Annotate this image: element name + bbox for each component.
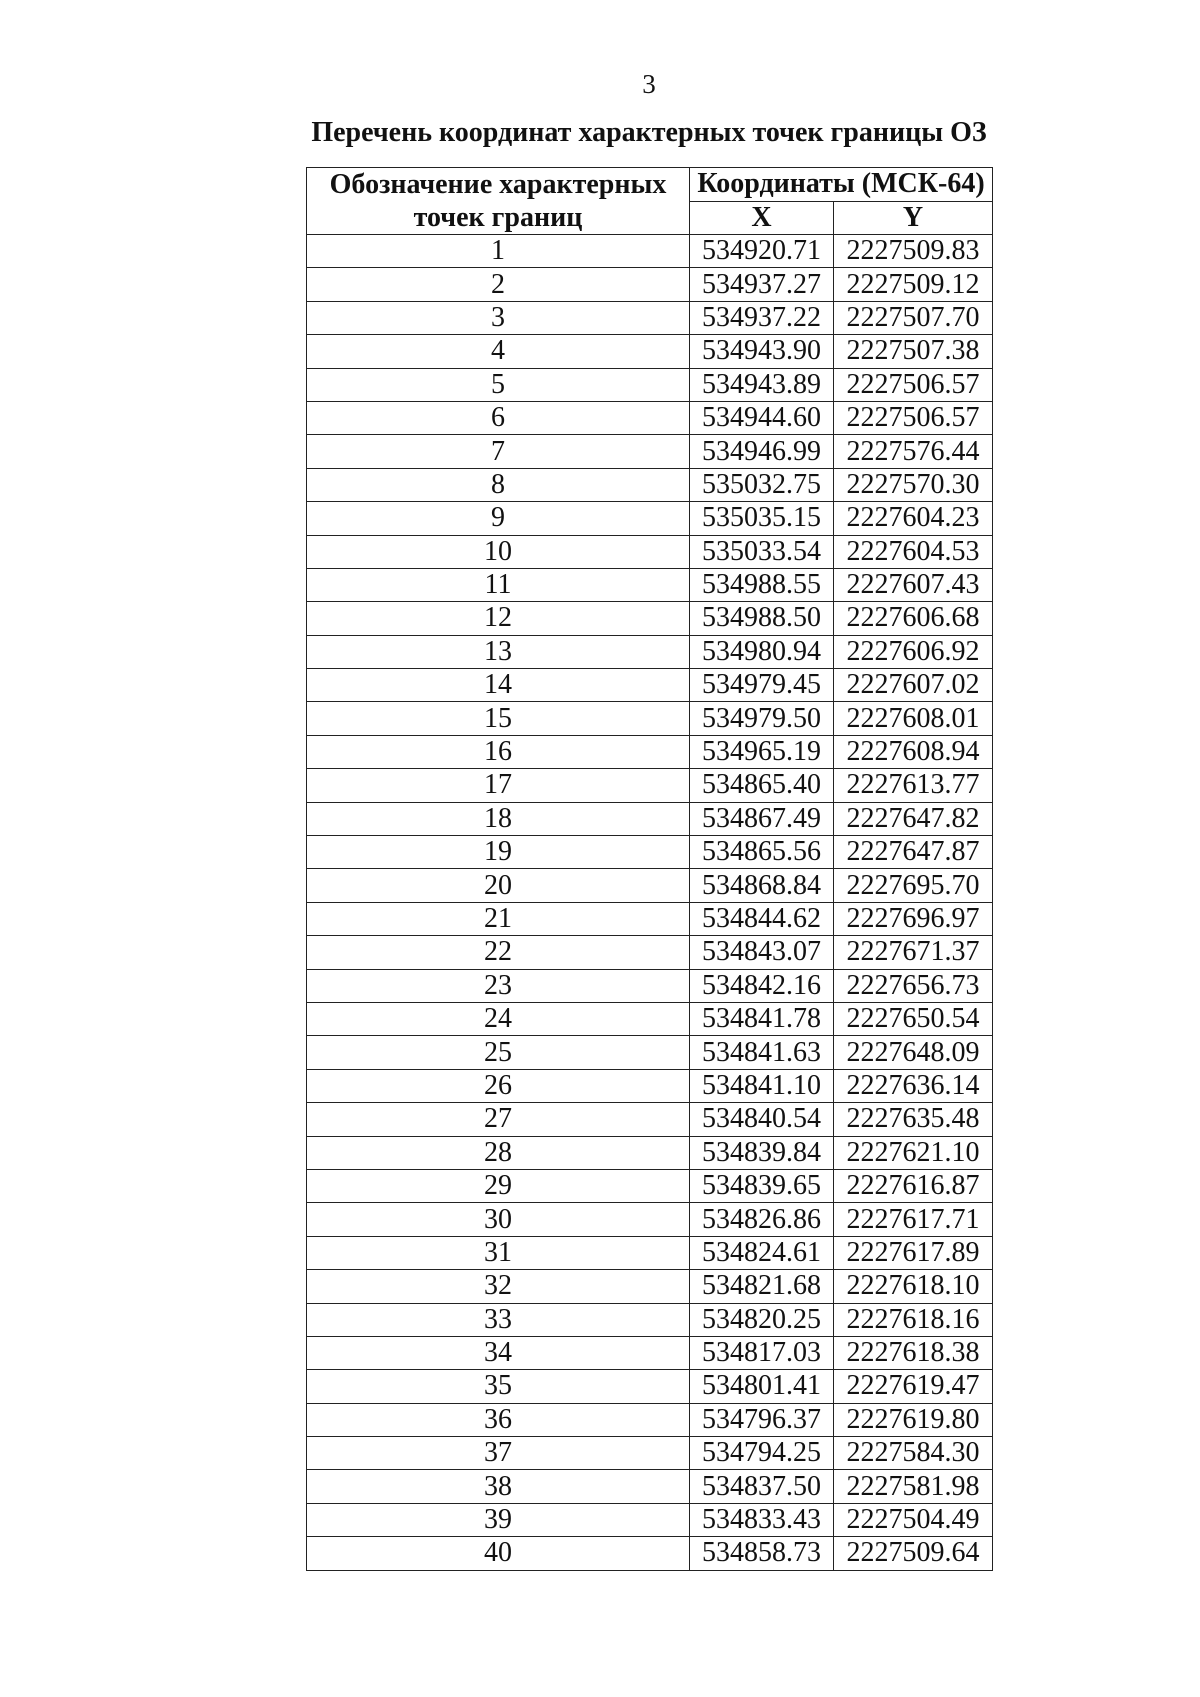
x-coordinate-cell: 534868.84 xyxy=(690,869,834,902)
x-coordinate-cell: 534858.73 xyxy=(690,1537,834,1570)
table-row xyxy=(307,401,993,434)
table-row xyxy=(307,1002,993,1035)
x-coordinate-cell: 534943.90 xyxy=(690,335,834,368)
point-id-cell: 31 xyxy=(307,1236,690,1269)
table-row xyxy=(307,969,993,1002)
point-id-cell: 40 xyxy=(307,1537,690,1570)
x-coordinate-cell: 534979.50 xyxy=(690,702,834,735)
y-coordinate-cell: 2227604.53 xyxy=(834,535,993,568)
y-coordinate-cell: 2227607.02 xyxy=(834,669,993,702)
document-title: Перечень координат характерных точек границы ОЗ xyxy=(311,117,987,148)
y-coordinate-cell: 2227695.70 xyxy=(834,869,993,902)
point-id-cell: 38 xyxy=(307,1470,690,1503)
y-coordinate-cell: 2227584.30 xyxy=(834,1437,993,1470)
point-id-cell: 24 xyxy=(307,1002,690,1035)
table-row xyxy=(307,1103,993,1136)
table-row xyxy=(307,1303,993,1336)
y-coordinate-cell: 2227509.12 xyxy=(834,268,993,301)
table-row xyxy=(307,1069,993,1102)
table-header-row xyxy=(307,168,993,202)
table-row xyxy=(307,769,993,802)
table-row xyxy=(307,735,993,768)
point-id-cell: 6 xyxy=(307,401,690,434)
x-coordinate-cell: 534826.86 xyxy=(690,1203,834,1236)
y-header: Y xyxy=(834,201,993,235)
x-coordinate-cell: 534965.19 xyxy=(690,735,834,768)
x-coordinate-cell: 534865.56 xyxy=(690,836,834,869)
coordinates-table xyxy=(306,167,993,1571)
point-id-cell: 37 xyxy=(307,1437,690,1470)
x-coordinate-cell: 534837.50 xyxy=(690,1470,834,1503)
point-id-cell: 39 xyxy=(307,1503,690,1536)
table-row xyxy=(307,502,993,535)
point-id-cell: 29 xyxy=(307,1169,690,1202)
y-coordinate-cell: 2227509.83 xyxy=(834,235,993,268)
x-coordinate-cell: 534946.99 xyxy=(690,435,834,468)
x-coordinate-cell: 534920.71 xyxy=(690,235,834,268)
point-id-cell: 32 xyxy=(307,1270,690,1303)
table-row xyxy=(307,1336,993,1369)
x-coordinate-cell: 534796.37 xyxy=(690,1403,834,1436)
table-row xyxy=(307,1470,993,1503)
x-coordinate-cell: 534824.61 xyxy=(690,1236,834,1269)
x-coordinate-cell: 534979.45 xyxy=(690,669,834,702)
y-coordinate-cell: 2227581.98 xyxy=(834,1470,993,1503)
x-coordinate-cell: 534943.89 xyxy=(690,368,834,401)
y-coordinate-cell: 2227696.97 xyxy=(834,902,993,935)
table-row xyxy=(307,1136,993,1169)
table-row xyxy=(307,1169,993,1202)
table-row xyxy=(307,1203,993,1236)
point-id-cell: 26 xyxy=(307,1069,690,1102)
page-number: 3 xyxy=(642,69,656,99)
y-coordinate-cell: 2227606.92 xyxy=(834,635,993,668)
x-coordinate-cell: 534821.68 xyxy=(690,1270,834,1303)
point-id-cell: 9 xyxy=(307,502,690,535)
y-coordinate-cell: 2227671.37 xyxy=(834,936,993,969)
table-row xyxy=(307,802,993,835)
table-row xyxy=(307,301,993,334)
point-id-cell: 16 xyxy=(307,735,690,768)
x-coordinate-cell: 534841.78 xyxy=(690,1002,834,1035)
point-id-cell: 18 xyxy=(307,802,690,835)
y-coordinate-cell: 2227613.77 xyxy=(834,769,993,802)
y-coordinate-cell: 2227650.54 xyxy=(834,1002,993,1035)
x-coordinate-cell: 534833.43 xyxy=(690,1503,834,1536)
x-coordinate-cell: 534801.41 xyxy=(690,1370,834,1403)
x-coordinate-cell: 535032.75 xyxy=(690,468,834,501)
point-id-cell: 25 xyxy=(307,1036,690,1069)
point-id-cell: 12 xyxy=(307,602,690,635)
y-coordinate-cell: 2227618.16 xyxy=(834,1303,993,1336)
point-id-cell: 19 xyxy=(307,836,690,869)
table-row xyxy=(307,1036,993,1069)
x-coordinate-cell: 534820.25 xyxy=(690,1303,834,1336)
table-row xyxy=(307,836,993,869)
point-id-cell: 10 xyxy=(307,535,690,568)
table-row xyxy=(307,1403,993,1436)
x-coordinate-cell: 534988.55 xyxy=(690,568,834,601)
y-coordinate-cell: 2227506.57 xyxy=(834,401,993,434)
x-coordinate-cell: 534937.22 xyxy=(690,301,834,334)
x-coordinate-cell: 534817.03 xyxy=(690,1336,834,1369)
point-designation-header: Обозначение характерных точек границ xyxy=(307,168,690,235)
y-coordinate-cell: 2227608.01 xyxy=(834,702,993,735)
point-id-cell: 1 xyxy=(307,235,690,268)
y-coordinate-cell: 2227621.10 xyxy=(834,1136,993,1169)
y-coordinate-cell: 2227606.68 xyxy=(834,602,993,635)
table-row xyxy=(307,435,993,468)
table-row xyxy=(307,1537,993,1570)
point-id-cell: 21 xyxy=(307,902,690,935)
table-row xyxy=(307,602,993,635)
point-id-cell: 33 xyxy=(307,1303,690,1336)
x-coordinate-cell: 534937.27 xyxy=(690,268,834,301)
table-row xyxy=(307,535,993,568)
x-coordinate-cell: 534843.07 xyxy=(690,936,834,969)
point-id-cell: 2 xyxy=(307,268,690,301)
point-id-cell: 3 xyxy=(307,301,690,334)
table-row xyxy=(307,568,993,601)
point-id-cell: 14 xyxy=(307,669,690,702)
table-row xyxy=(307,869,993,902)
y-coordinate-cell: 2227576.44 xyxy=(834,435,993,468)
point-id-cell: 23 xyxy=(307,969,690,1002)
table-row xyxy=(307,902,993,935)
y-coordinate-cell: 2227509.64 xyxy=(834,1537,993,1570)
y-coordinate-cell: 2227607.43 xyxy=(834,568,993,601)
y-coordinate-cell: 2227635.48 xyxy=(834,1103,993,1136)
table-row xyxy=(307,936,993,969)
point-id-cell: 30 xyxy=(307,1203,690,1236)
point-id-cell: 36 xyxy=(307,1403,690,1436)
y-coordinate-cell: 2227619.47 xyxy=(834,1370,993,1403)
x-coordinate-cell: 534865.40 xyxy=(690,769,834,802)
point-id-cell: 28 xyxy=(307,1136,690,1169)
y-coordinate-cell: 2227618.10 xyxy=(834,1270,993,1303)
x-coordinate-cell: 534839.84 xyxy=(690,1136,834,1169)
point-id-cell: 8 xyxy=(307,468,690,501)
y-coordinate-cell: 2227618.38 xyxy=(834,1336,993,1369)
table-row xyxy=(307,468,993,501)
y-coordinate-cell: 2227608.94 xyxy=(834,735,993,768)
table-row xyxy=(307,235,993,268)
point-id-cell: 11 xyxy=(307,568,690,601)
y-coordinate-cell: 2227604.23 xyxy=(834,502,993,535)
y-coordinate-cell: 2227656.73 xyxy=(834,969,993,1002)
x-coordinate-cell: 534842.16 xyxy=(690,969,834,1002)
x-coordinate-cell: 535033.54 xyxy=(690,535,834,568)
x-header: X xyxy=(690,201,834,235)
point-id-cell: 5 xyxy=(307,368,690,401)
x-coordinate-cell: 534841.63 xyxy=(690,1036,834,1069)
y-coordinate-cell: 2227507.70 xyxy=(834,301,993,334)
table-body xyxy=(307,235,993,1571)
table-row xyxy=(307,335,993,368)
x-coordinate-cell: 534944.60 xyxy=(690,401,834,434)
table-row xyxy=(307,368,993,401)
point-id-cell: 15 xyxy=(307,702,690,735)
table-row xyxy=(307,1370,993,1403)
y-coordinate-cell: 2227636.14 xyxy=(834,1069,993,1102)
coordinates-header: Координаты (МСК-64) xyxy=(690,168,993,202)
y-coordinate-cell: 2227504.49 xyxy=(834,1503,993,1536)
x-coordinate-cell: 534844.62 xyxy=(690,902,834,935)
y-coordinate-cell: 2227617.71 xyxy=(834,1203,993,1236)
point-id-cell: 22 xyxy=(307,936,690,969)
x-coordinate-cell: 534988.50 xyxy=(690,602,834,635)
point-id-cell: 4 xyxy=(307,335,690,368)
table-row xyxy=(307,702,993,735)
x-coordinate-cell: 534867.49 xyxy=(690,802,834,835)
point-id-cell: 27 xyxy=(307,1103,690,1136)
table-row xyxy=(307,1270,993,1303)
x-coordinate-cell: 534839.65 xyxy=(690,1169,834,1202)
y-coordinate-cell: 2227616.87 xyxy=(834,1169,993,1202)
table-row xyxy=(307,669,993,702)
x-coordinate-cell: 534841.10 xyxy=(690,1069,834,1102)
table-row xyxy=(307,635,993,668)
y-coordinate-cell: 2227647.87 xyxy=(834,836,993,869)
table-row xyxy=(307,1437,993,1470)
point-id-cell: 20 xyxy=(307,869,690,902)
y-coordinate-cell: 2227647.82 xyxy=(834,802,993,835)
point-id-cell: 7 xyxy=(307,435,690,468)
y-coordinate-cell: 2227507.38 xyxy=(834,335,993,368)
x-coordinate-cell: 534794.25 xyxy=(690,1437,834,1470)
y-coordinate-cell: 2227619.80 xyxy=(834,1403,993,1436)
x-coordinate-cell: 534840.54 xyxy=(690,1103,834,1136)
y-coordinate-cell: 2227617.89 xyxy=(834,1236,993,1269)
point-id-cell: 17 xyxy=(307,769,690,802)
point-id-cell: 34 xyxy=(307,1336,690,1369)
y-coordinate-cell: 2227570.30 xyxy=(834,468,993,501)
table-row xyxy=(307,268,993,301)
y-coordinate-cell: 2227506.57 xyxy=(834,368,993,401)
point-id-cell: 35 xyxy=(307,1370,690,1403)
x-coordinate-cell: 534980.94 xyxy=(690,635,834,668)
x-coordinate-cell: 535035.15 xyxy=(690,502,834,535)
y-coordinate-cell: 2227648.09 xyxy=(834,1036,993,1069)
table-row xyxy=(307,1236,993,1269)
point-id-cell: 13 xyxy=(307,635,690,668)
table-row xyxy=(307,1503,993,1536)
